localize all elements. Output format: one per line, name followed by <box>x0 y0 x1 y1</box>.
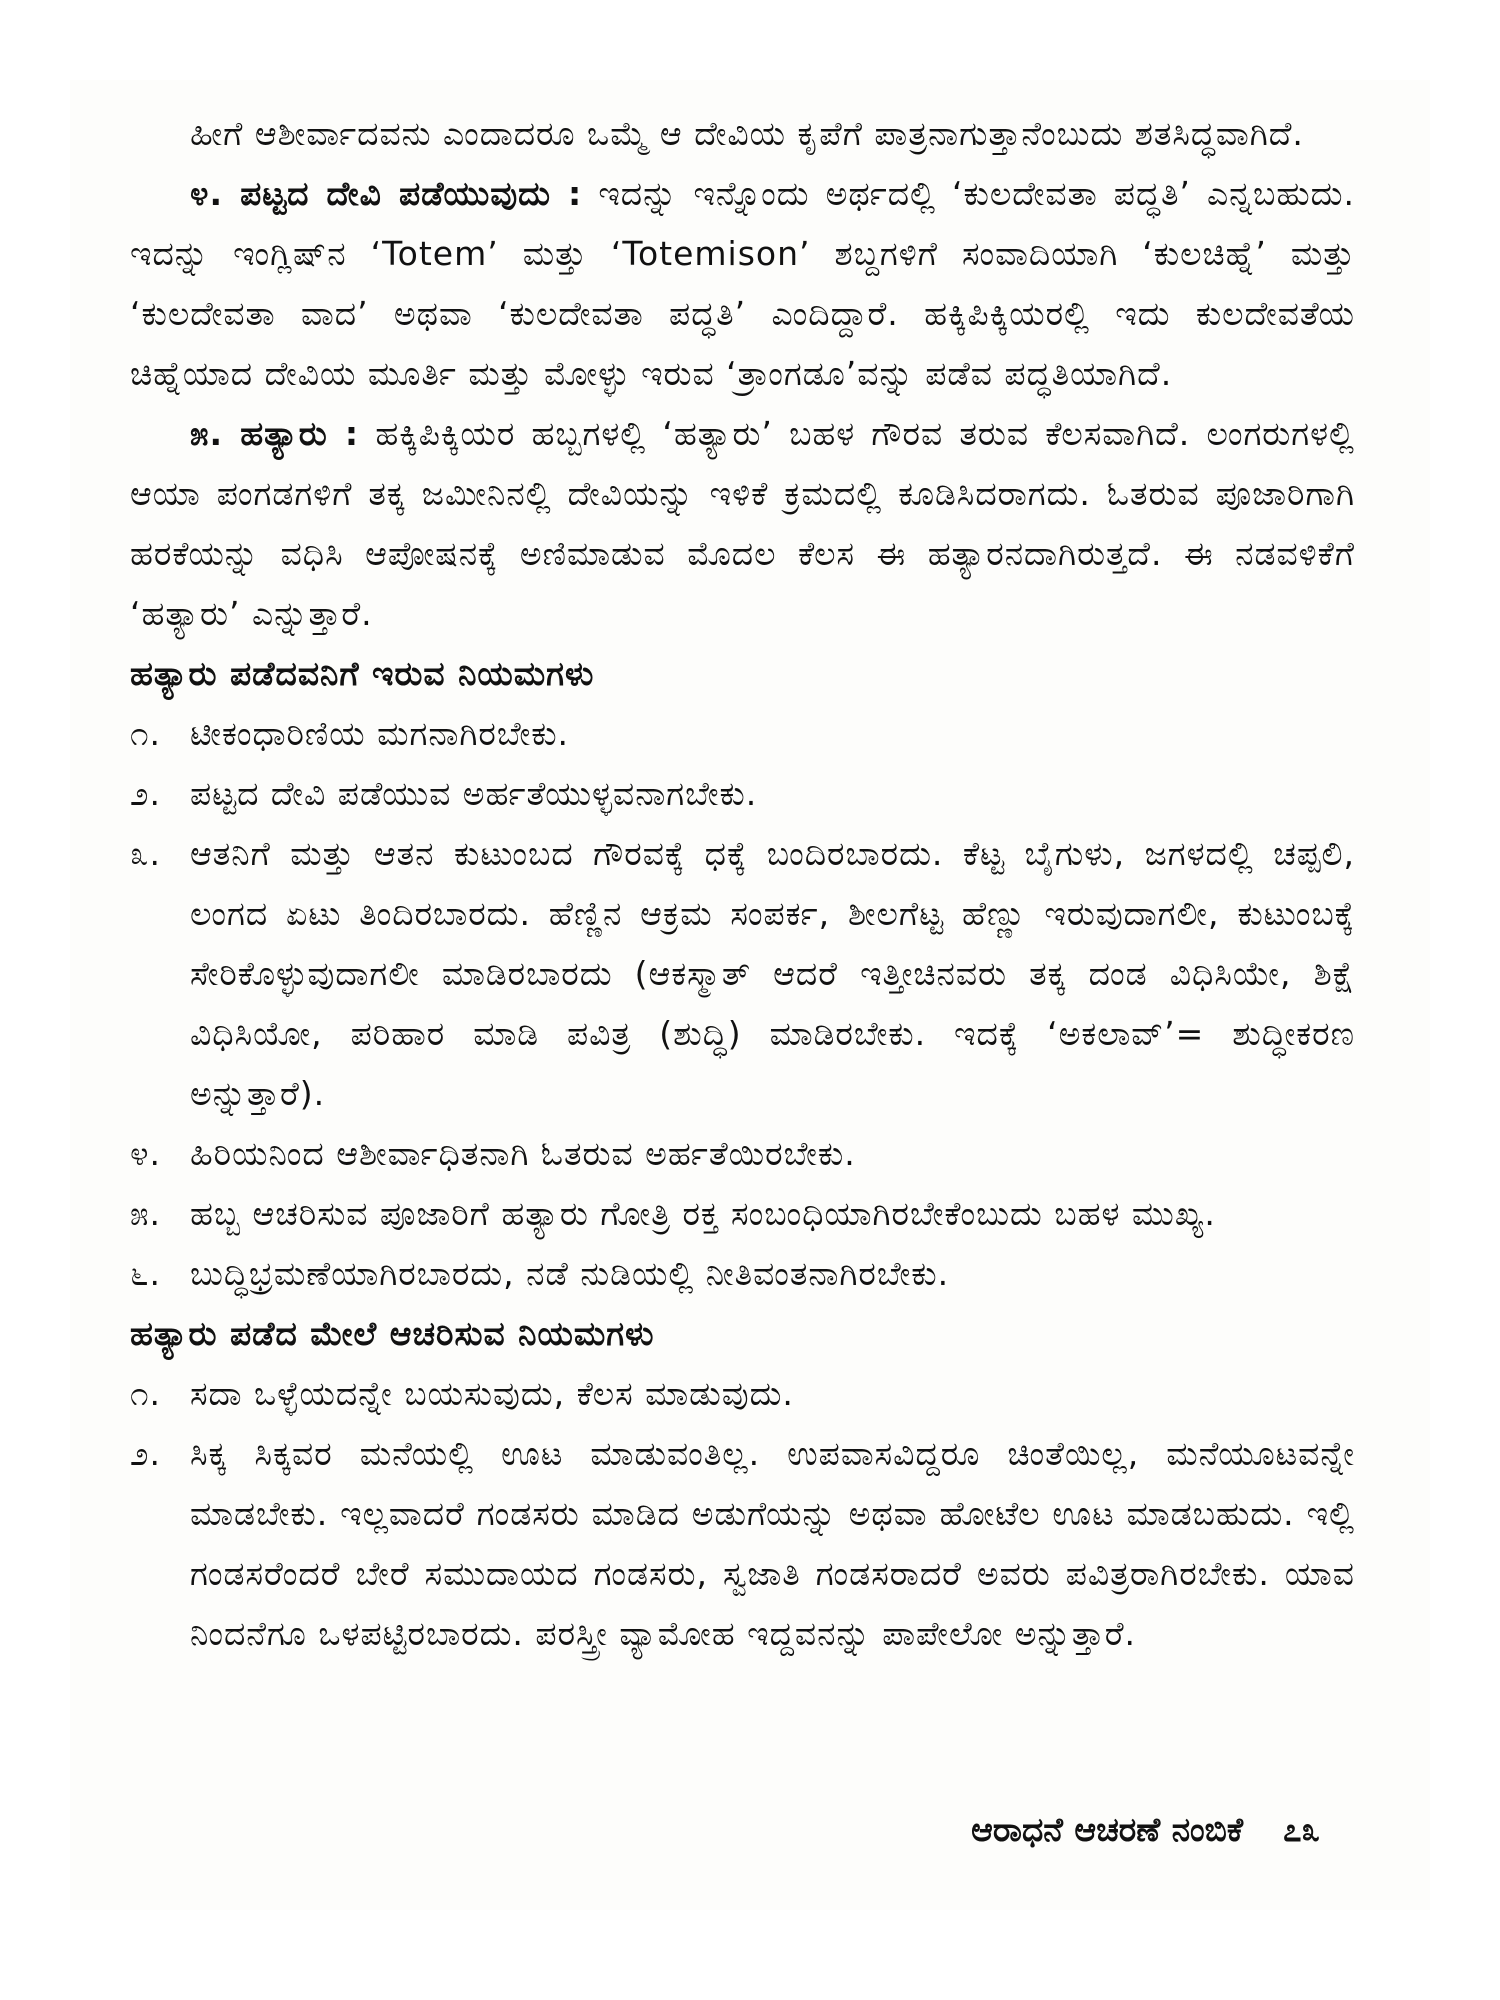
item-number: ೨. <box>130 1434 161 1473</box>
paragraph-3 <box>130 404 1355 644</box>
page-footer <box>971 1810 1320 1850</box>
paragraph-3-text: ಹಕ್ಕಿಪಿಕ್ಕಿಯರ ಹಬ್ಬಗಳಲ್ಲಿ ‘ಹತ್ಯಾರು’ ಬಹಳ ಗೌರವ ತರುವ ಕೆಲಸವಾಗಿದೆ. ಲಂಗರುಗಳಲ್ಲಿ ಆಯಾ ಪಂಗಡಗಳಿಗೆ ತಕ್ಕ ಜಮೀನಿನಲ್ಲಿ ದೇವಿಯನ್ನು ಇಳಿಕೆ ಕ್ರಮದಲ್ಲಿ ಕೂಡಿಸಿದರಾಗದು. ಓತರುವ ಪೂಜಾರಿಗಾಗಿ ಹರಕೆಯನ್ನು ವಧಿಸಿ ಆಪೋಷನಕ್ಕೆ ಅಣಿಮಾಡುವ ಮೊದಲ ಕೆಲಸ ಈ ಹತ್ಯಾರನದಾಗಿರುತ್ತದೆ. ಈ ನಡವಳಿಕೆಗೆ ‘ಹತ್ಯಾರು’ ಎನ್ನುತ್ತಾರೆ. <box>130 414 1355 633</box>
item-number: ೫. <box>130 1194 161 1233</box>
item-text: ಸಿಕ್ಕ ಸಿಕ್ಕವರ ಮನೆಯಲ್ಲಿ ಊಟ ಮಾಡುವಂತಿಲ್ಲ. ಉಪವಾಸವಿದ್ದರೂ ಚಿಂತೆಯಿಲ್ಲ, ಮನೆಯೂಟವನ್ನೇ ಮಾಡಬೇಕು. ಇಲ್ಲವಾದರೆ ಗಂಡಸರು ಮಾಡಿದ ಅಡುಗೆಯನ್ನು ಅಥವಾ ಹೋಟೆಲ ಊಟ ಮಾಡಬಹುದು. ಇಲ್ಲಿ ಗಂಡಸರೆಂದರೆ ಬೇರೆ ಸಮುದಾಯದ ಗಂಡಸರು, ಸ್ವಜಾತಿ ಗಂಡಸರಾದರೆ ಅವರು ಪವಿತ್ರರಾಗಿರಬೇಕು. ಯಾವ ನಿಂದನೆಗೂ ಒಳಪಟ್ಟಿರಬಾರದು. ಪರಸ್ತ್ರೀ ವ್ಯಾಮೋಹ ಇದ್ದವನನ್ನು ಪಾಪೇಲೋ ಅನ್ನುತ್ತಾರೆ. <box>190 1434 1355 1653</box>
paragraph-2-text: ಇದನ್ನು ಇನ್ನೊಂದು ಅರ್ಥದಲ್ಲಿ ‘ಕುಲದೇವತಾ ಪದ್ಧತಿ’ ಎನ್ನಬಹುದು. ಇದನ್ನು ಇಂಗ್ಲಿಷ್‌ನ ‘Totem’ ಮತ್ತು ‘Totemison’ ಶಬ್ದಗಳಿಗೆ ಸಂವಾದಿಯಾಗಿ ‘ಕುಲಚಿಹ್ನೆ’ ಮತ್ತು ‘ಕುಲದೇವತಾ ವಾದ’ ಅಥವಾ ‘ಕುಲದೇವತಾ ಪದ್ಧತಿ’ ಎಂದಿದ್ದಾರೆ. ಹಕ್ಕಿಪಿಕ್ಕಿಯರಲ್ಲಿ ಇದು ಕುಲದೇವತೆಯ ಚಿಹ್ನೆಯಾದ ದೇವಿಯ ಮೂರ್ತಿ ಮತ್ತು ಮೋಳ್ಳು ಇರುವ ‘ತ್ರಾಂಗಡೂ’ವನ್ನು ಪಡೆವ ಪದ್ಧತಿಯಾಗಿದೆ. <box>130 174 1355 393</box>
paragraph-2-heading: ೪. ಪಟ್ಟದ ದೇವಿ ಪಡೆಯುವುದು : <box>190 174 583 213</box>
item-text: ಬುದ್ಧಿಭ್ರಮಣೆಯಾಗಿರಬಾರದು, ನಡೆ ನುಡಿಯಲ್ಲಿ ನೀತಿವಂತನಾಗಿರಬೇಕು. <box>190 1254 950 1293</box>
book-title: ಆರಾಧನೆ ಆಚರಣೆ ನಂಬಿಕೆ <box>971 1810 1244 1849</box>
section-2-heading: ಹತ್ಯಾರು ಪಡೆದ ಮೇಲೆ ಆಚರಿಸುವ ನಿಯಮಗಳು <box>130 1314 655 1353</box>
item-number: ೩. <box>130 834 161 873</box>
section-1-item <box>130 1184 1355 1244</box>
item-number: ೪. <box>130 1134 161 1173</box>
item-text: ಹಬ್ಬ ಆಚರಿಸುವ ಪೂಜಾರಿಗೆ ಹತ್ಯಾರು ಗೋತ್ರಿ ರಕ್ತ ಸಂಬಂಧಿಯಾಗಿರಬೇಕೆಂಬುದು ಬಹಳ ಮುಖ್ಯ. <box>190 1194 1216 1233</box>
page-body <box>130 104 1355 1664</box>
item-number: ೧. <box>130 714 161 753</box>
section-1-item <box>130 824 1355 1124</box>
section-2-item <box>130 1364 1355 1424</box>
section-1-heading: ಹತ್ಯಾರು ಪಡೆದವನಿಗೆ ಇರುವ ನಿಯಮಗಳು <box>130 654 595 693</box>
item-number: ೨. <box>130 774 161 813</box>
item-text: ಟೀಕಂಧಾರಿಣಿಯ ಮಗನಾಗಿರಬೇಕು. <box>190 714 570 753</box>
paragraph-3-heading: ೫. ಹತ್ಯಾರು : <box>190 414 360 453</box>
item-number: ೧. <box>130 1374 161 1413</box>
section-1-item <box>130 1244 1355 1304</box>
item-number: ೬. <box>130 1254 161 1293</box>
item-text: ಸದಾ ಒಳ್ಳೆಯದನ್ನೇ ಬಯಸುವುದು, ಕೆಲಸ ಮಾಡುವುದು. <box>190 1374 794 1413</box>
paragraph-1: ಹೀಗೆ ಆಶೀರ್ವಾದವನು ಎಂದಾದರೂ ಒಮ್ಮೆ ಆ ದೇವಿಯ ಕೃಪೆಗೆ ಪಾತ್ರನಾಗುತ್ತಾನೆಂಬುದು ಶತಸಿದ್ಧವಾಗಿದೆ. <box>190 114 1304 153</box>
section-1-item <box>130 1124 1355 1184</box>
page-number: ೭೩ <box>1283 1810 1320 1849</box>
paragraph-2 <box>130 164 1355 404</box>
section-1-item <box>130 764 1355 824</box>
item-text: ಪಟ್ಟದ ದೇವಿ ಪಡೆಯುವ ಅರ್ಹತೆಯುಳ್ಳವನಾಗಬೇಕು. <box>190 774 758 813</box>
section-2-item <box>130 1424 1355 1664</box>
item-text: ಆತನಿಗೆ ಮತ್ತು ಆತನ ಕುಟುಂಬದ ಗೌರವಕ್ಕೆ ಧಕ್ಕೆ ಬಂದಿರಬಾರದು. ಕೆಟ್ಟ ಬೈಗುಳು, ಜಗಳದಲ್ಲಿ ಚಪ್ಪಲಿ, ಲಂಗದ ಏಟು ತಿಂದಿರಬಾರದು. ಹೆಣ್ಣಿನ ಆಕ್ರಮ ಸಂಪರ್ಕ, ಶೀಲಗೆಟ್ಟ ಹೆಣ್ಣು ಇರುವುದಾಗಲೀ, ಕುಟುಂಬಕ್ಕೆ ಸೇರಿಕೊಳ್ಳುವುದಾಗಲೀ ಮಾಡಿರಬಾರದು (ಆಕಸ್ಮಾತ್ ಆದರೆ ಇತ್ತೀಚಿನವರು ತಕ್ಕ ದಂಡ ವಿಧಿಸಿಯೇ, ಶಿಕ್ಷೆ ವಿಧಿಸಿಯೋ, ಪರಿಹಾರ ಮಾಡಿ ಪವಿತ್ರ (ಶುದ್ಧಿ) ಮಾಡಿರಬೇಕು. ಇದಕ್ಕೆ ‘ಅಕಲಾವ್’= ಶುದ್ಧೀಕರಣ ಅನ್ನುತ್ತಾರೆ). <box>190 834 1355 1113</box>
book-page <box>70 80 1430 1910</box>
item-text: ಹಿರಿಯನಿಂದ ಆಶೀರ್ವಾಧಿತನಾಗಿ ಓತರುವ ಅರ್ಹತೆಯಿರಬೇಕು. <box>190 1134 856 1173</box>
section-1-item <box>130 704 1355 764</box>
